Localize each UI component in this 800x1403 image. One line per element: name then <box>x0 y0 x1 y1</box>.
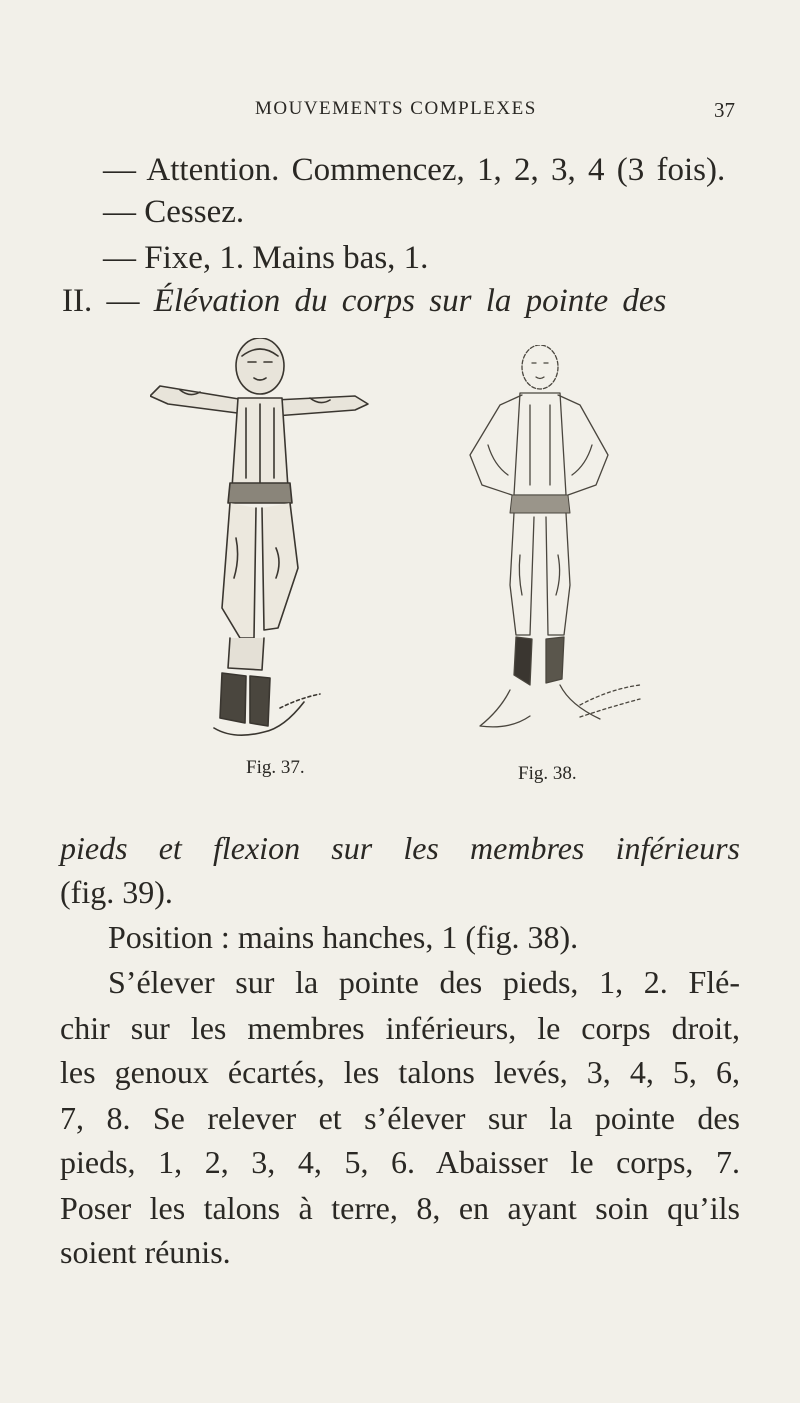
command-line-1: — Attention. Commencez, 1, 2, 3, 4 (3 fois). <box>103 152 726 188</box>
paragraph-line-7: Poser les talons à terre, 8, en ayant soin qu’ils <box>60 1190 740 1226</box>
figure-37-illustration <box>150 338 370 758</box>
page-header <box>255 98 735 128</box>
paragraph-line-6: pieds, 1, 2, 3, 4, 5, 6. Abaisser le corps, 7. <box>60 1144 740 1180</box>
paragraph-line-4: les genoux écartés, les talons levés, 3, 4, 5, 6, <box>60 1054 740 1090</box>
command-line-3: — Fixe, 1. Mains bas, 1. <box>103 240 429 276</box>
paragraph-line-1: Position : mains hanches, 1 (fig. 38). <box>108 919 579 955</box>
page-number: 37 <box>714 98 735 122</box>
section-number: II. — <box>62 283 140 319</box>
section-title-continued: pieds et flexion sur les membres inférieurs <box>60 830 740 866</box>
figure-37-caption: Fig. 37. <box>246 757 305 778</box>
section-heading <box>62 281 666 321</box>
running-title: MOUVEMENTS COMPLEXES <box>255 98 537 119</box>
paragraph-line-5: 7, 8. Se relever et s’élever sur la pointe des <box>60 1100 740 1136</box>
figure-38-illustration <box>430 345 650 745</box>
command-line-2: — Cessez. <box>103 194 245 230</box>
figure-reference: (fig. 39). <box>60 874 173 910</box>
figure-38-caption: Fig. 38. <box>518 763 577 784</box>
paragraph-line-2: S’élever sur la pointe des pieds, 1, 2. Flé- <box>108 964 740 1000</box>
paragraph-line-3: chir sur les membres inférieurs, le corps droit, <box>60 1010 740 1046</box>
section-title: Élévation du corps sur la pointe des <box>153 283 667 319</box>
paragraph-line-8: soient réunis. <box>60 1234 231 1270</box>
